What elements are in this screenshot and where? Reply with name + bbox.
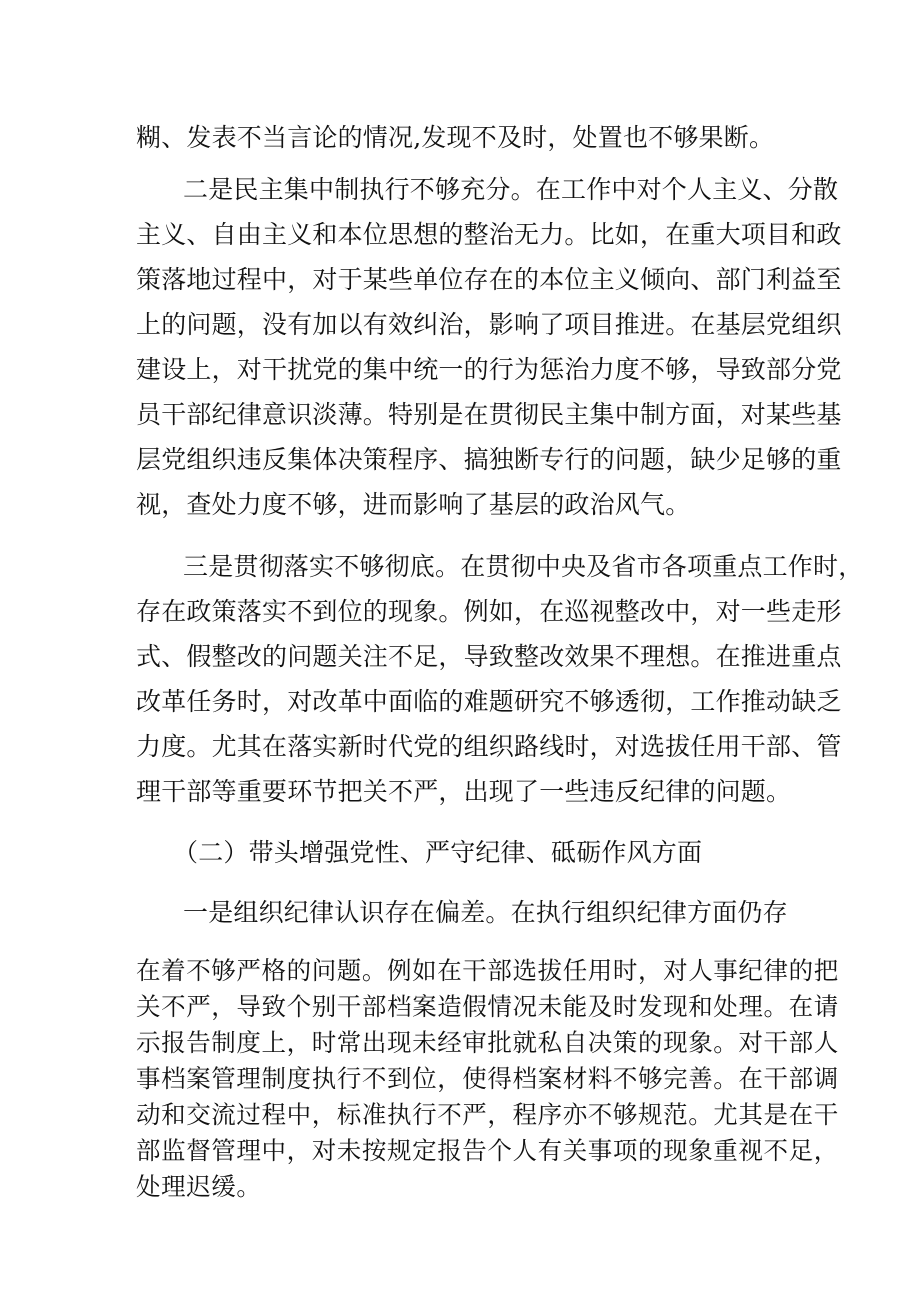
section-heading: （二）带头增强党性、严守纪律、砥砺作风方面	[173, 838, 703, 867]
paragraph-2-line-4: 上的问题，没有加以有效纠治，影响了项目推进。在基层党组织	[136, 310, 842, 339]
paragraph-4-line-3: 关不严，导致个别干部档案造假情况未能及时发现和处理。在请	[136, 992, 839, 1021]
paragraph-4-line-4: 示报告制度上，时常出现未经审批就私自决策的现象。对干部人	[136, 1028, 839, 1057]
paragraph-4-line-6: 动和交流过程中，标准执行不严，程序亦不够规范。尤其是在干	[136, 1100, 839, 1129]
paragraph-2-line-6: 员干部纪律意识淡薄。特别是在贯彻民主集中制方面，对某些基	[136, 400, 842, 429]
paragraph-2-line-7: 层党组织违反集体决策程序、搞独断专行的问题，缺少足够的重	[136, 445, 842, 474]
paragraph-4-line-5: 事档案管理制度执行不到位，使得档案材料不够完善。在干部调	[136, 1064, 839, 1093]
paragraph-3-line-2: 存在政策落实不到位的现象。例如，在巡视整改中，对一些走形	[136, 597, 842, 626]
paragraph-3-line-5: 力度。尤其在落实新时代党的组织路线时，对选拔任用干部、管	[136, 732, 842, 761]
paragraph-4-line-2: 在着不够严格的问题。例如在干部选拔任用时，对人事纪律的把	[136, 956, 839, 985]
paragraph-2-line-5: 建设上，对干扰党的集中统一的行为惩治力度不够，导致部分党	[136, 355, 842, 384]
paragraph-3-line-3: 式、假整改的问题关注不足，导致整改效果不理想。在推进重点	[136, 642, 842, 671]
paragraph-2-line-8: 视，查处力度不够，进而影响了基层的政治风气。	[136, 490, 691, 519]
paragraph-4-line-7: 部监督管理中，对未按规定报告个人有关事项的现象重视不足，	[136, 1136, 839, 1165]
paragraph-3-line-1: 三是贯彻落实不够彻底。在贯彻中央及省市各项重点工作时，	[183, 552, 864, 581]
paragraph-2-line-2: 主义、自由主义和本位思想的整治无力。比如，在重大项目和政	[136, 220, 842, 249]
paragraph-3-line-6: 理干部等重要环节把关不严，出现了一些违反纪律的问题。	[136, 777, 792, 806]
paragraph-4-line-1: 一是组织纪律认识存在偏差。在执行组织纪律方面仍存	[183, 898, 788, 927]
paragraph-3-line-4: 改革任务时，对改革中面临的难题研究不够透彻，工作推动缺乏	[136, 687, 842, 716]
paragraph-2-line-3: 策落地过程中，对于某些单位存在的本位主义倾向、部门利益至	[136, 265, 842, 294]
paragraph-2-line-1: 二是民主集中制执行不够充分。在工作中对个人主义、分散	[183, 175, 839, 204]
paragraph-4-line-8: 处理迟缓。	[136, 1172, 262, 1201]
paragraph-1-line-1: 糊、发表不当言论的情况,发现不及时，处置也不够果断。	[136, 123, 775, 152]
